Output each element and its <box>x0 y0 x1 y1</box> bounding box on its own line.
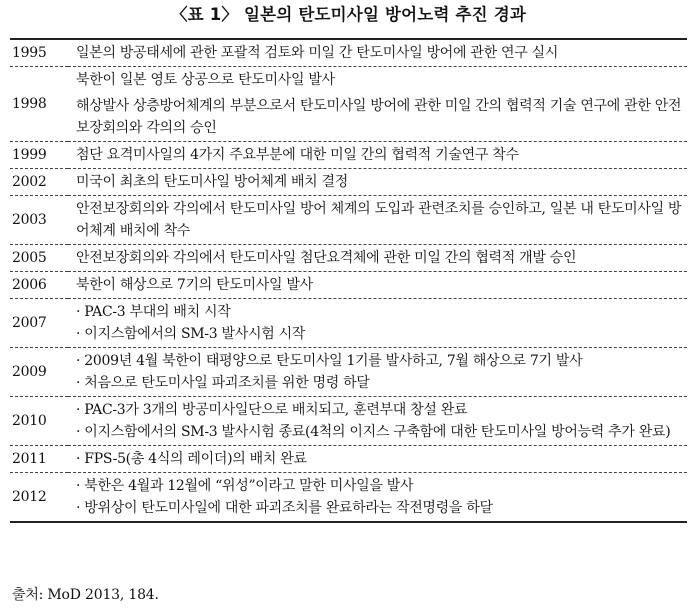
table-row <box>10 196 687 245</box>
description-cell <box>68 397 687 446</box>
description-line: 북한이 일본 영토 상공으로 탄도미사일 발사 <box>76 72 335 88</box>
description-cell <box>68 67 687 142</box>
year-cell: 1998 <box>12 95 47 112</box>
year-cell: 2003 <box>12 211 47 228</box>
description-cell <box>68 39 687 67</box>
description-line: 미국이 최초의 탄도미사일 방어체계 배치 결정 <box>76 174 349 190</box>
source-note: 출처: MoD 2013, 184. <box>12 587 159 603</box>
table-row <box>10 473 687 523</box>
table-row <box>10 272 687 299</box>
description-cell <box>68 245 687 272</box>
description-cell <box>68 348 687 397</box>
bullet-item: · 북한은 4월과 12월에 “위성”이라고 말한 미사일을 발사 <box>76 478 414 494</box>
table-row <box>10 446 687 473</box>
bullet-item: · 방위상이 탄도미사일에 대한 파괴조치를 완료하라는 작전명령을 하달 <box>76 500 493 516</box>
bullet-item: · PAC-3가 3개의 방공미사일단으로 배치되고, 훈련부대 창설 완료 <box>76 402 468 418</box>
bullet-item: · 이지스함에서의 SM-3 발사시험 종료(4척의 이지스 구축함에 대한 탄도미사일 방어능력 추가 완료) <box>76 424 671 440</box>
table-row <box>10 299 687 348</box>
description-line: 안전보장회의와 각의에서 탄도미사일 방어 체계의 도입과 관련조치를 승인하고, 일본 내 탄도미사일 방어체계 배치에 착수 <box>76 201 682 239</box>
description-cell <box>68 299 687 348</box>
bullet-item: · 처음으로 탄도미사일 파괴조치를 위한 명령 하달 <box>76 375 370 391</box>
year-cell: 2011 <box>12 450 47 467</box>
table-row <box>10 67 687 142</box>
description-cell <box>68 446 687 473</box>
year-cell: 1995 <box>12 44 47 61</box>
year-cell: 2007 <box>12 314 47 331</box>
table-row <box>10 397 687 446</box>
year-cell: 2012 <box>12 488 47 505</box>
bullet-item: · 2009년 4월 북한이 태평양으로 탄도미사일 1기를 발사하고, 7월 해상으로 7기 발사 <box>76 353 583 369</box>
bullet-item: · 이지스함에서의 SM-3 발사시험 시작 <box>76 326 306 342</box>
description-cell <box>68 142 687 169</box>
bullet-item: · FPS-5(총 4식의 레이더)의 배치 완료 <box>76 451 307 467</box>
table-row <box>10 169 687 196</box>
description-line: 첨단 요격미사일의 4가지 주요부분에 대한 미일 간의 협력적 기술연구 착수 <box>76 147 519 163</box>
timeline-table <box>10 38 687 523</box>
year-cell: 1999 <box>12 146 47 163</box>
description-cell <box>68 473 687 523</box>
table-row <box>10 348 687 397</box>
table-title: 〈표 1〉 일본의 탄도미사일 방어노력 추진 경과 <box>170 5 527 24</box>
table-row <box>10 245 687 272</box>
year-cell: 2010 <box>12 412 47 429</box>
description-line: 안전보장회의와 각의에서 탄도미사일 첨단요격체에 관한 미일 간의 협력적 개발 승인 <box>76 250 577 266</box>
year-cell: 2002 <box>12 173 47 190</box>
description-line: 일본의 방공태세에 관한 포괄적 검토와 미일 간 탄도미사일 방어에 관한 연구 실시 <box>76 45 559 61</box>
bullet-item: · PAC-3 부대의 배치 시작 <box>76 304 231 320</box>
description-cell <box>68 272 687 299</box>
year-cell: 2006 <box>12 276 47 293</box>
description-cell <box>68 196 687 245</box>
description-line: 해상발사 상층방어체계의 부분으로서 탄도미사일 방어에 관한 미일 간의 협력적 기술 연구에 관한 안전보장회의와 각의의 승인 <box>76 98 682 136</box>
year-cell: 2009 <box>12 363 47 380</box>
table-row <box>10 142 687 169</box>
table-row <box>10 39 687 67</box>
description-line: 북한이 해상으로 7기의 탄도미사일 발사 <box>76 277 313 293</box>
year-cell: 2005 <box>12 249 47 266</box>
description-cell <box>68 169 687 196</box>
